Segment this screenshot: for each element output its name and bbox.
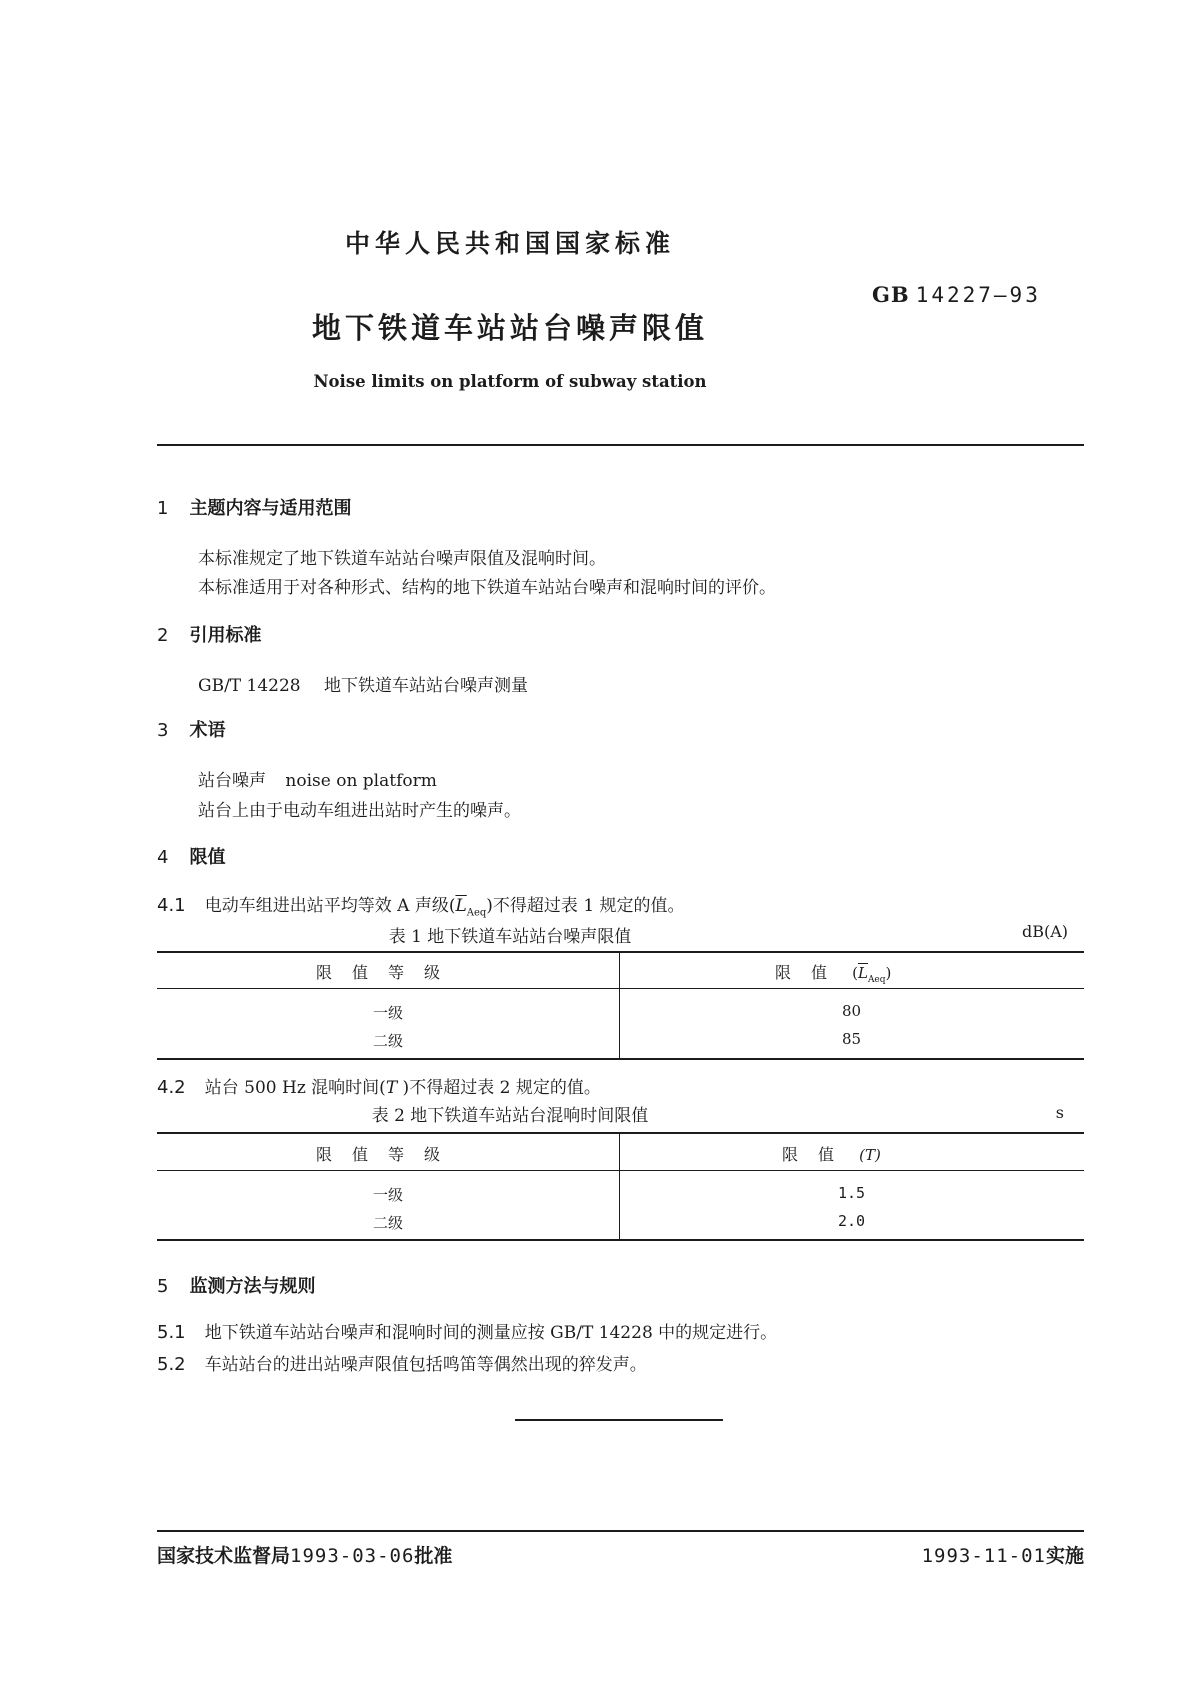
- approval-label: 批准: [414, 1545, 453, 1567]
- table-row-value: 2.0: [837, 1212, 866, 1230]
- footer-divider: [157, 1530, 1084, 1532]
- clause-5-1: [157, 1318, 777, 1343]
- section-number: 2: [157, 625, 169, 646]
- symbol-l: $\overline{L}$: [455, 896, 467, 916]
- approval-org: 国家技术监督局: [157, 1545, 291, 1567]
- header-label: 限值: [782, 1145, 855, 1164]
- table-1-top-rule: [157, 951, 1084, 953]
- reference-title: 地下铁道车站站台噪声测量: [324, 676, 529, 696]
- approval-line: [157, 1541, 452, 1568]
- section-title: 限值: [189, 847, 226, 868]
- table-row-grade: 二级: [372, 1214, 403, 1232]
- reference-code: GB/T 14228: [198, 676, 301, 696]
- header-symbol: $(\overline{L}_{Aeq})$: [852, 964, 892, 985]
- table-1-caption: 表 1 地下铁道车站站台噪声限值: [388, 927, 632, 947]
- clause-text: 地下铁道车站站台噪声和混响时间的测量应按 GB/T 14228 中的规定进行。: [204, 1323, 778, 1343]
- term-zh: 站台噪声: [198, 771, 266, 791]
- section-number: 1: [157, 498, 169, 519]
- section-1-paragraph-2: 本标准适用于对各种形式、结构的地下铁道车站站台噪声和混响时间的评价。: [198, 578, 776, 598]
- symbol-t: T: [385, 1078, 398, 1098]
- table-1-header-grade: 限值等级: [315, 963, 460, 982]
- header-symbol: (T): [859, 1146, 881, 1164]
- section-4-heading: [157, 843, 226, 869]
- table-row-value: 80: [841, 1002, 862, 1020]
- section-number: 3: [157, 720, 169, 741]
- table-row-grade: 二级: [372, 1032, 403, 1050]
- clause-number: 5.2: [157, 1354, 186, 1375]
- table-2-top-rule: [157, 1132, 1084, 1134]
- table-2-caption: 表 2 地下铁道车站站台混响时间限值: [371, 1106, 649, 1126]
- table-2-header-grade: 限值等级: [315, 1145, 460, 1164]
- section-1-paragraph-1: 本标准规定了地下铁道车站站台噪声限值及混响时间。: [198, 549, 606, 569]
- section-5-heading: [157, 1272, 316, 1298]
- clause-number: 5.1: [157, 1322, 186, 1343]
- table-2-unit: s: [1055, 1103, 1064, 1122]
- clause-4-1: [157, 891, 685, 918]
- standard-number: [872, 282, 1041, 307]
- table-row-value: 1.5: [837, 1184, 866, 1202]
- section-2-heading: [157, 621, 262, 647]
- table-1-header-limit: [775, 960, 891, 985]
- table-row-grade: 一级: [372, 1004, 403, 1022]
- clause-text: 电动车组进出站平均等效 A 声级$(\overline{L}_{Aeq})$不得超过表 1 规定的值。: [204, 896, 685, 919]
- table-2-header-limit: [782, 1142, 881, 1165]
- effective-line: [922, 1541, 1084, 1568]
- section-title: 监测方法与规则: [189, 1276, 316, 1297]
- table-1-header-rule: [157, 988, 1084, 989]
- term-entry: [198, 766, 437, 791]
- clause-number: 4.1: [157, 895, 186, 916]
- standard-prefix: GB: [872, 282, 910, 307]
- clause-4-2: [157, 1073, 601, 1098]
- standard-code: 14227—93: [915, 283, 1041, 307]
- term-definition: 站台上由于电动车组进出站时产生的噪声。: [198, 801, 521, 821]
- clause-5-2: [157, 1350, 647, 1375]
- section-title: 引用标准: [189, 625, 262, 646]
- table-2-header-rule: [157, 1170, 1084, 1171]
- effective-label: 实施: [1045, 1545, 1084, 1567]
- document-title-en: Noise limits on platform of subway station: [313, 372, 707, 391]
- header-divider: [157, 444, 1084, 446]
- document-title-zh: 地下铁道车站站台噪声限值: [311, 311, 708, 345]
- national-standard-heading: 中华人民共和国国家标准: [344, 229, 675, 258]
- effective-date: 1993-11-01: [921, 1545, 1046, 1567]
- clause-text: 站台 500 Hz 混响时间(T )不得超过表 2 规定的值。: [204, 1078, 601, 1098]
- section-title: 术语: [189, 720, 226, 741]
- term-en: noise on platform: [285, 771, 437, 791]
- clause-number: 4.2: [157, 1077, 186, 1098]
- end-rule: [515, 1419, 723, 1421]
- table-1-unit: dB(A): [1021, 922, 1068, 941]
- table-row-grade: 一级: [372, 1186, 403, 1204]
- approval-date: 1993-03-06: [290, 1545, 415, 1567]
- table-1-bottom-rule: [157, 1058, 1084, 1060]
- section-1-heading: [157, 494, 352, 520]
- symbol-subscript: Aeq: [466, 907, 487, 919]
- section-title: 主题内容与适用范围: [189, 498, 352, 519]
- normative-reference: [198, 671, 528, 696]
- clause-text: 车站站台的进出站噪声限值包括鸣笛等偶然出现的猝发声。: [204, 1355, 647, 1375]
- section-number: 4: [157, 847, 169, 868]
- header-label: 限值: [775, 963, 848, 982]
- section-3-heading: [157, 716, 226, 742]
- table-row-value: 85: [841, 1030, 862, 1048]
- section-number: 5: [157, 1276, 169, 1297]
- table-2-bottom-rule: [157, 1239, 1084, 1241]
